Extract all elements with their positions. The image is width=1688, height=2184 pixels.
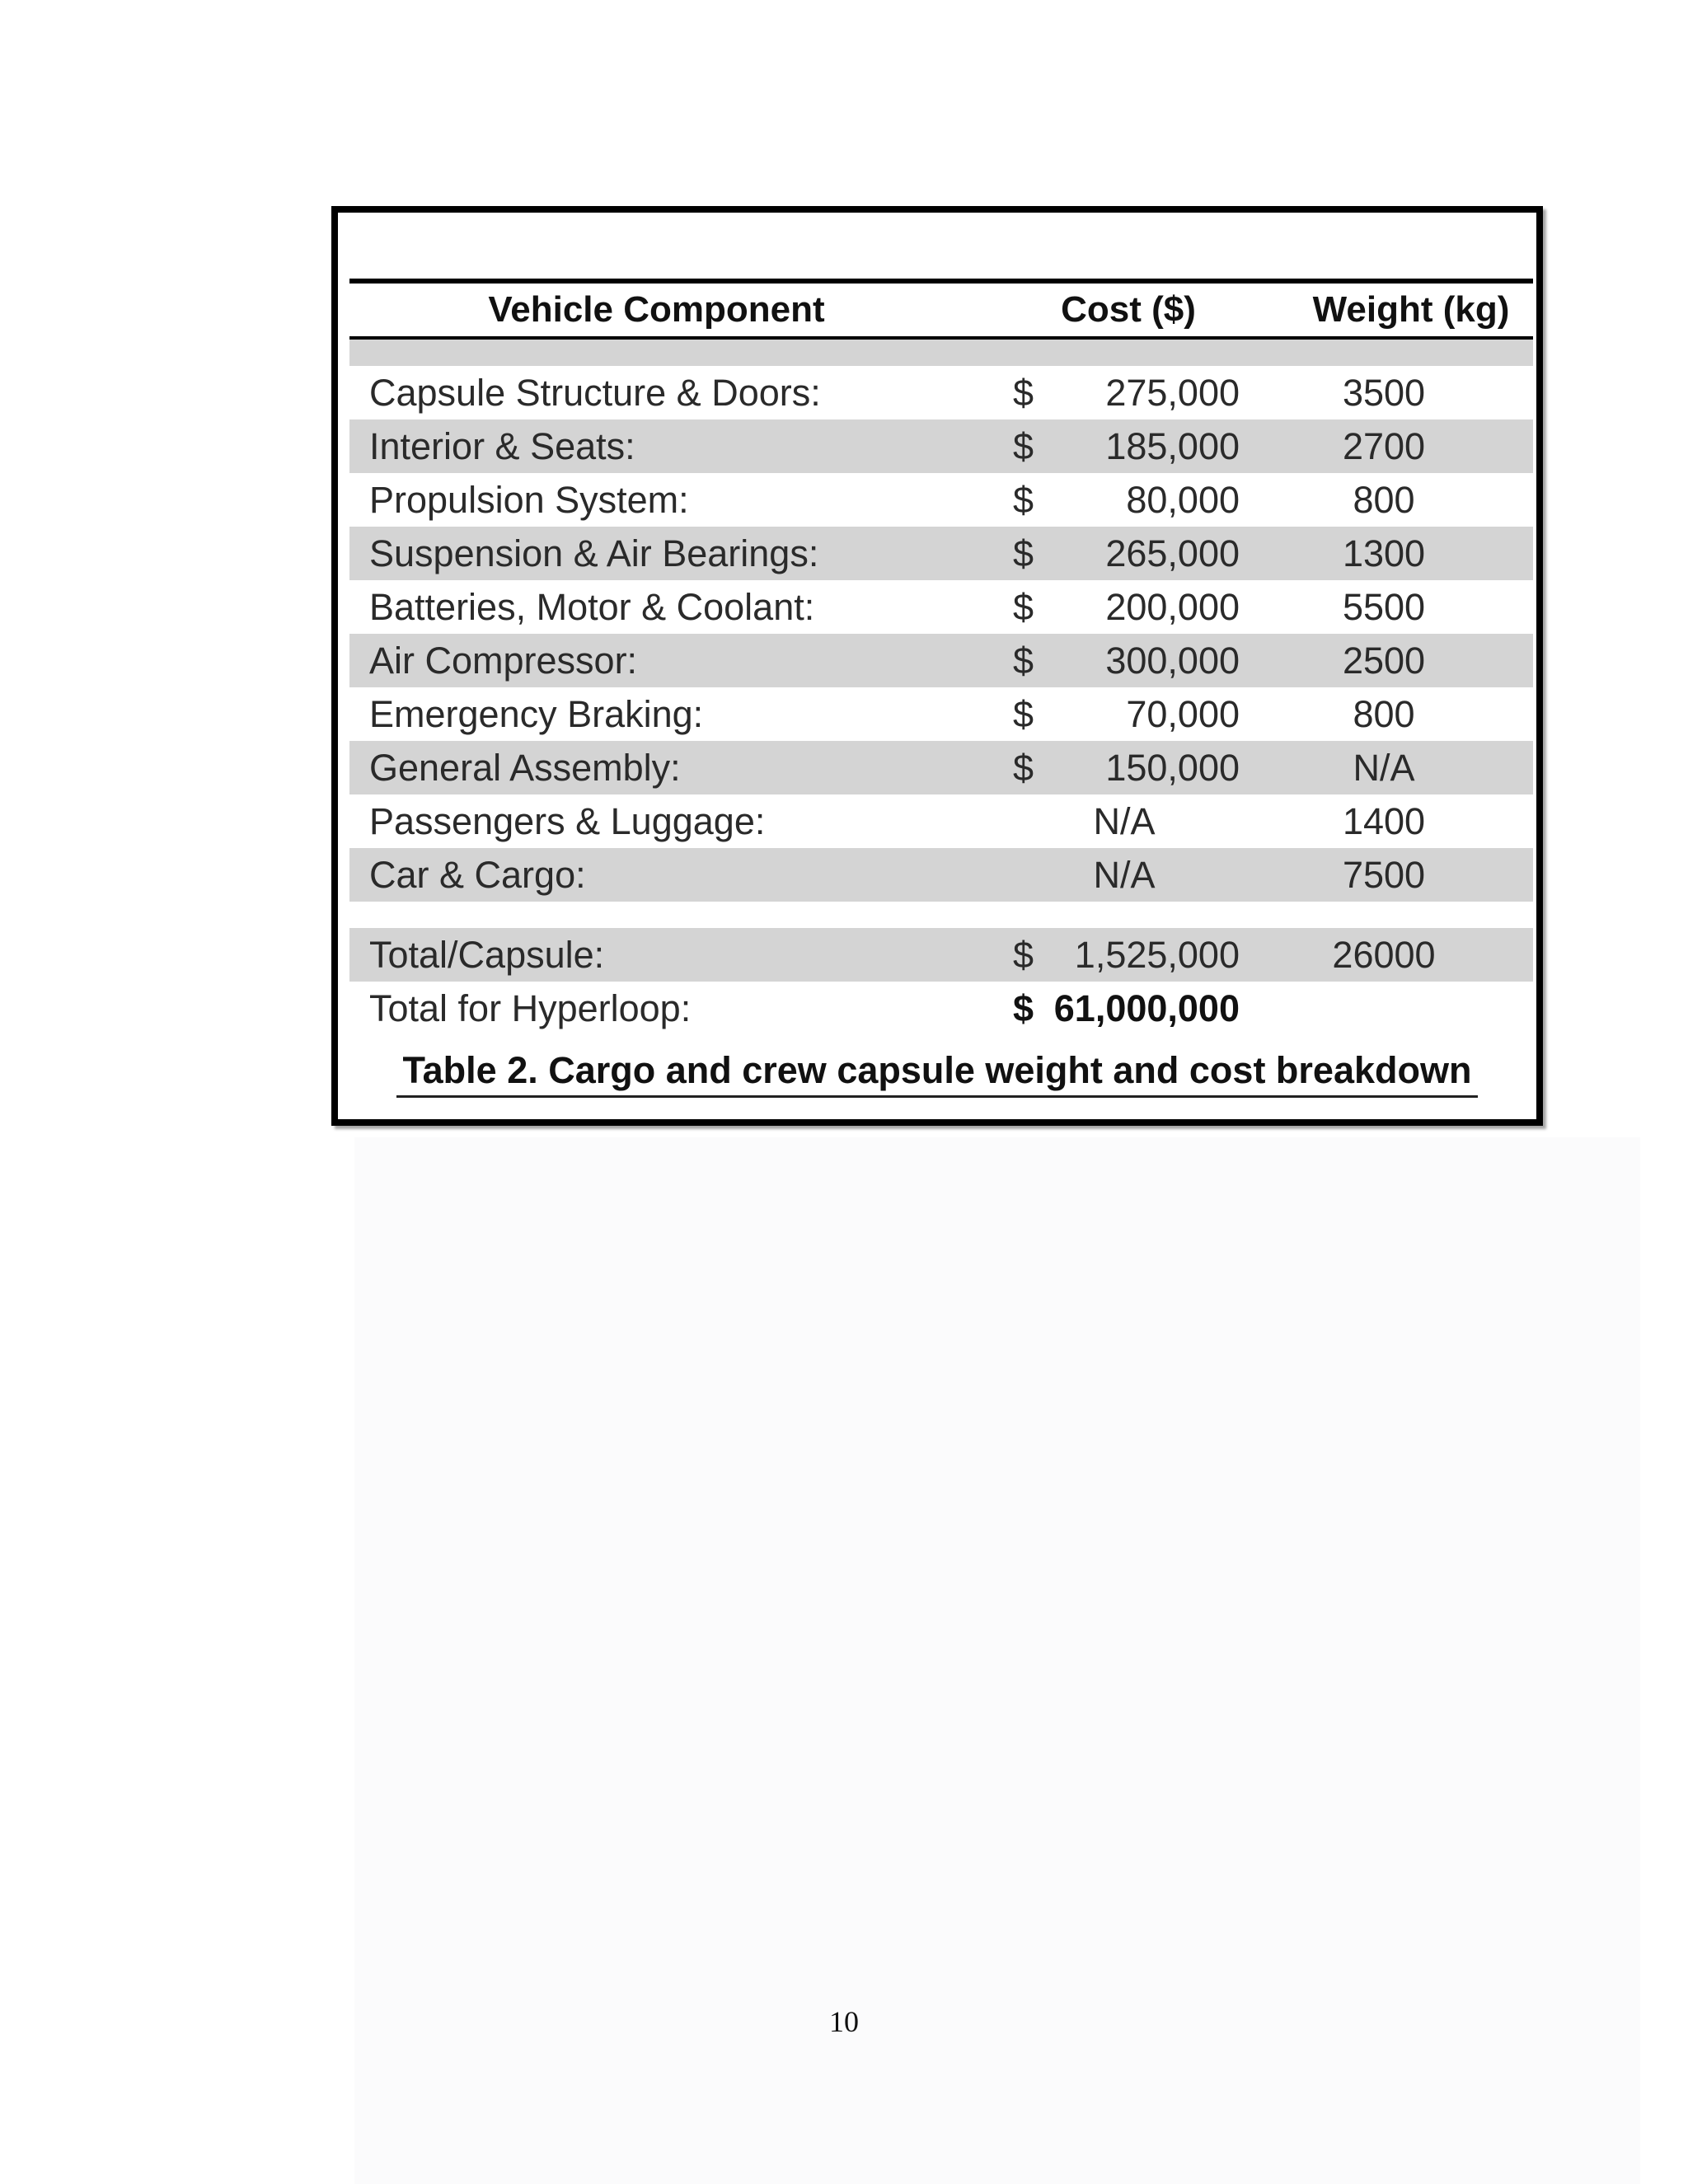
table-caption [338, 1049, 1536, 1098]
total-hyperloop-label: Total for Hyperloop: [369, 987, 692, 1029]
row-currency: $ [1013, 693, 1034, 735]
total-capsule-currency: $ [1013, 934, 1034, 976]
row-currency: $ [1013, 640, 1034, 682]
table-figure [331, 206, 1543, 1126]
row-currency: $ [1013, 479, 1034, 521]
row-cost: 80,000 [1126, 479, 1240, 521]
table-row [349, 848, 1533, 902]
table-row [349, 419, 1533, 473]
row-weight: 7500 [1342, 854, 1426, 896]
row-weight: 800 [1353, 693, 1415, 735]
row-currency: $ [1013, 586, 1034, 628]
row-weight: 3500 [1342, 372, 1426, 414]
row-weight: 5500 [1342, 586, 1426, 628]
row-weight: 800 [1353, 479, 1415, 521]
table-row [349, 794, 1533, 848]
row-component: General Assembly: [369, 747, 681, 789]
table-header-row [349, 284, 1533, 336]
total-capsule-label: Total/Capsule: [369, 934, 605, 976]
row-component: Air Compressor: [369, 640, 638, 682]
row-weight: 1300 [1342, 532, 1426, 574]
row-weight: 2700 [1342, 425, 1426, 467]
row-currency: $ [1013, 372, 1034, 414]
row-weight: 2500 [1342, 640, 1426, 682]
row-component: Car & Cargo: [369, 854, 586, 896]
row-cost: 265,000 [1105, 532, 1240, 574]
total-hyperloop-row [349, 982, 1533, 1035]
total-capsule-cost: 1,525,000 [1074, 934, 1240, 976]
total-hyperloop-currency: $ [1013, 987, 1034, 1029]
row-component: Batteries, Motor & Coolant: [369, 586, 815, 628]
page-number: 10 [829, 2005, 859, 2038]
row-cost: 275,000 [1105, 372, 1240, 414]
row-component: Interior & Seats: [369, 425, 635, 467]
row-currency: $ [1013, 747, 1034, 789]
table-row [349, 634, 1533, 687]
row-cost: 185,000 [1105, 425, 1240, 467]
row-currency: $ [1013, 425, 1034, 467]
table-row [349, 687, 1533, 741]
header-cost: Cost ($) [1061, 289, 1196, 330]
row-cost: 300,000 [1105, 640, 1240, 682]
table-row [349, 366, 1533, 419]
row-component: Propulsion System: [369, 479, 689, 521]
row-component: Suspension & Air Bearings: [369, 532, 819, 574]
row-cost: N/A [1093, 800, 1156, 842]
table-spacer [349, 902, 1533, 928]
row-component: Emergency Braking: [369, 693, 704, 735]
table-body [349, 366, 1533, 1035]
total-capsule-row [349, 928, 1533, 982]
row-currency: $ [1013, 532, 1034, 574]
row-weight: 1400 [1342, 800, 1426, 842]
table-caption-text: Table 2. Cargo and crew capsule weight and cost breakdown [396, 1049, 1479, 1098]
row-component: Capsule Structure & Doors: [369, 372, 821, 414]
row-cost: 200,000 [1105, 586, 1240, 628]
row-weight: N/A [1353, 747, 1415, 789]
row-component: Passengers & Luggage: [369, 800, 766, 842]
total-capsule-weight: 26000 [1332, 934, 1436, 976]
header-gap-band [349, 340, 1533, 366]
header-weight: Weight (kg) [1312, 289, 1510, 330]
total-hyperloop-cost: 61,000,000 [1053, 987, 1240, 1029]
table-row [349, 741, 1533, 794]
row-cost: 70,000 [1126, 693, 1240, 735]
header-vehicle-component: Vehicle Component [488, 289, 825, 330]
row-cost: 150,000 [1105, 747, 1240, 789]
table-row [349, 580, 1533, 634]
row-cost: N/A [1093, 854, 1156, 896]
table-row [349, 527, 1533, 580]
table-row [349, 473, 1533, 527]
